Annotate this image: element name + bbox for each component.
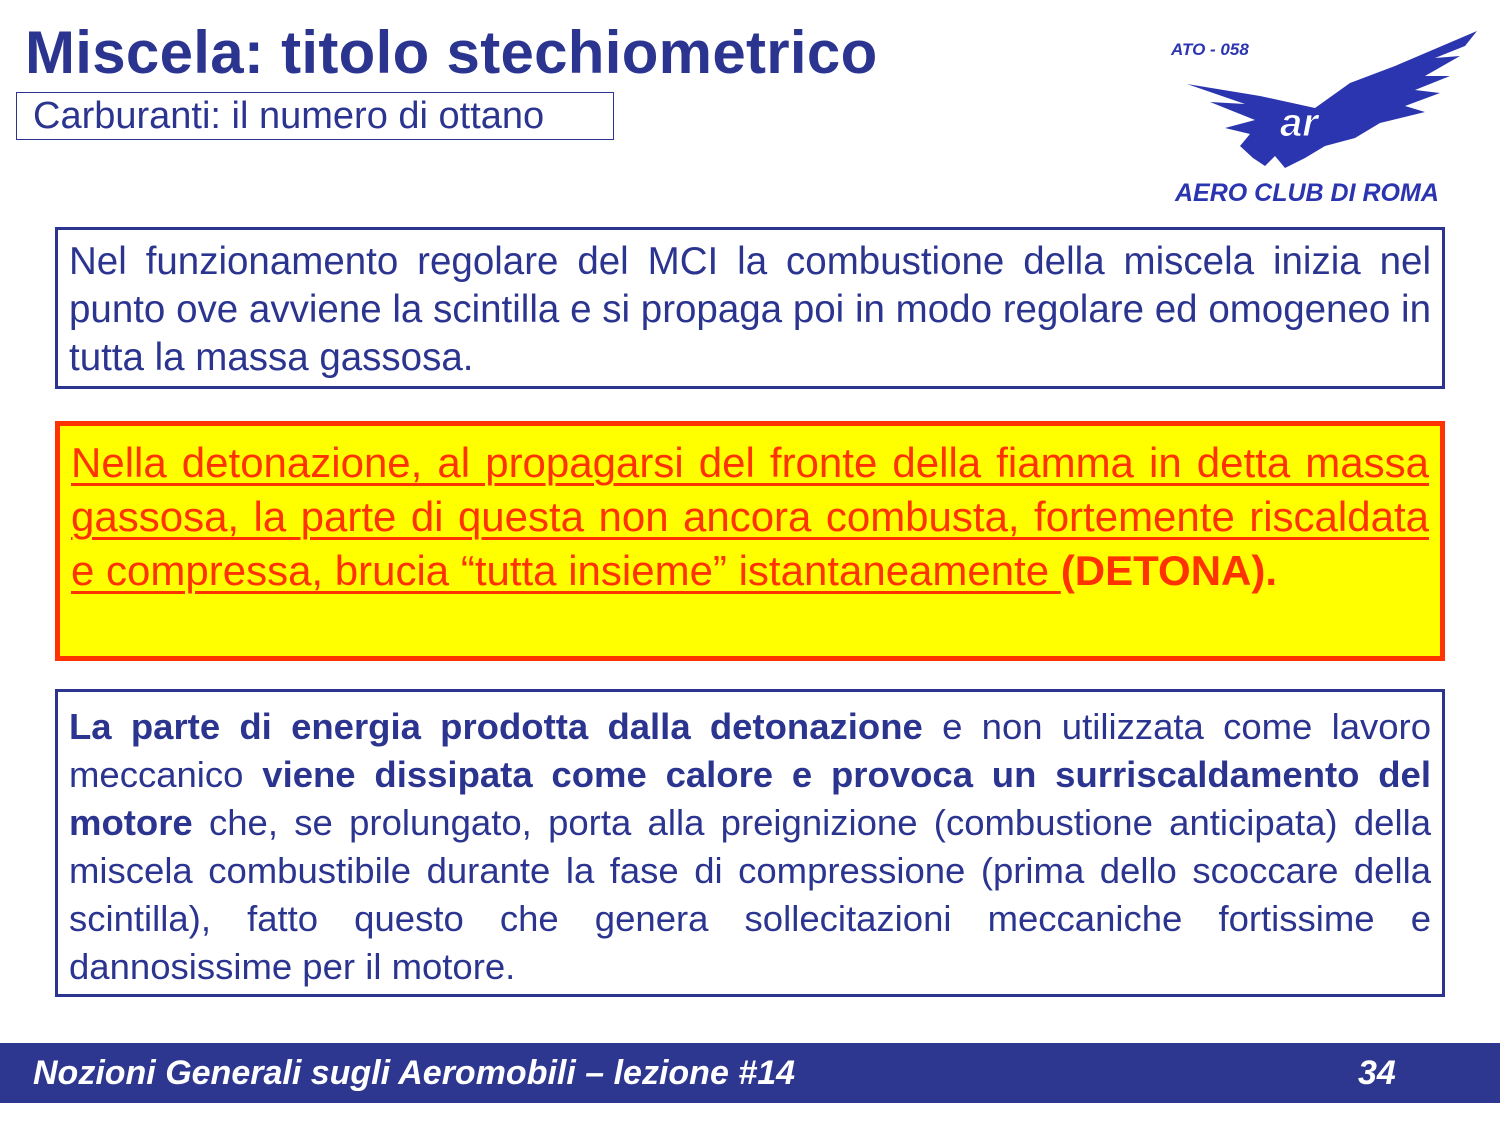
page-number: 34	[1358, 1054, 1396, 1092]
energy-text-4: che, se prolungato, porta alla preignizione (combustione anticipata) della miscela combustibile durante la fase di compressione (prima dello scoccare della scintilla), fatto questo che genera sollecitazioni meccaniche fortissime e dannosissime per il motore.	[69, 802, 1431, 987]
energy-text-2: e non utilizzata come lavoro meccanico	[69, 706, 1432, 795]
svg-text:ATO - 058: ATO - 058	[1171, 40, 1249, 59]
energy-text-bold-1: La parte di energia prodotta dalla detonazione	[69, 706, 923, 747]
slide-subtitle: Carburanti: il numero di ottano	[16, 92, 614, 140]
svg-text:ar: ar	[1280, 101, 1318, 145]
energy-text-bold-3: viene dissipata come calore e provoca un surriscaldamento del motore	[69, 754, 1431, 843]
aero-club-logo	[1165, 28, 1485, 208]
regular-combustion-box	[55, 227, 1445, 389]
svg-text:AERO CLUB DI ROMA: AERO CLUB DI ROMA	[1175, 179, 1439, 207]
energy-dissipation-box	[55, 689, 1445, 997]
slide-title: Miscela: titolo stechiometrico	[25, 19, 878, 86]
detonation-label: (DETONA).	[1060, 547, 1278, 594]
detonation-text: Nella detonazione, al propagarsi del fronte della fiamma in detta massa gassosa, la parte di questa non ancora combusta, fortemente riscaldata e compressa, brucia “tutta insieme” istantaneamente	[71, 439, 1429, 594]
regular-combustion-text: Nel funzionamento regolare del MCI la combustione della miscela inizia nel punto ove avviene la scintilla e si propaga poi in modo regolare ed omogeneo in tutta la massa gassosa.	[69, 240, 1431, 379]
footer-bar	[0, 1043, 1500, 1103]
detonation-highlight-box	[55, 421, 1445, 661]
footer-title: Nozioni Generali sugli Aeromobili – lezione #14	[33, 1054, 796, 1092]
